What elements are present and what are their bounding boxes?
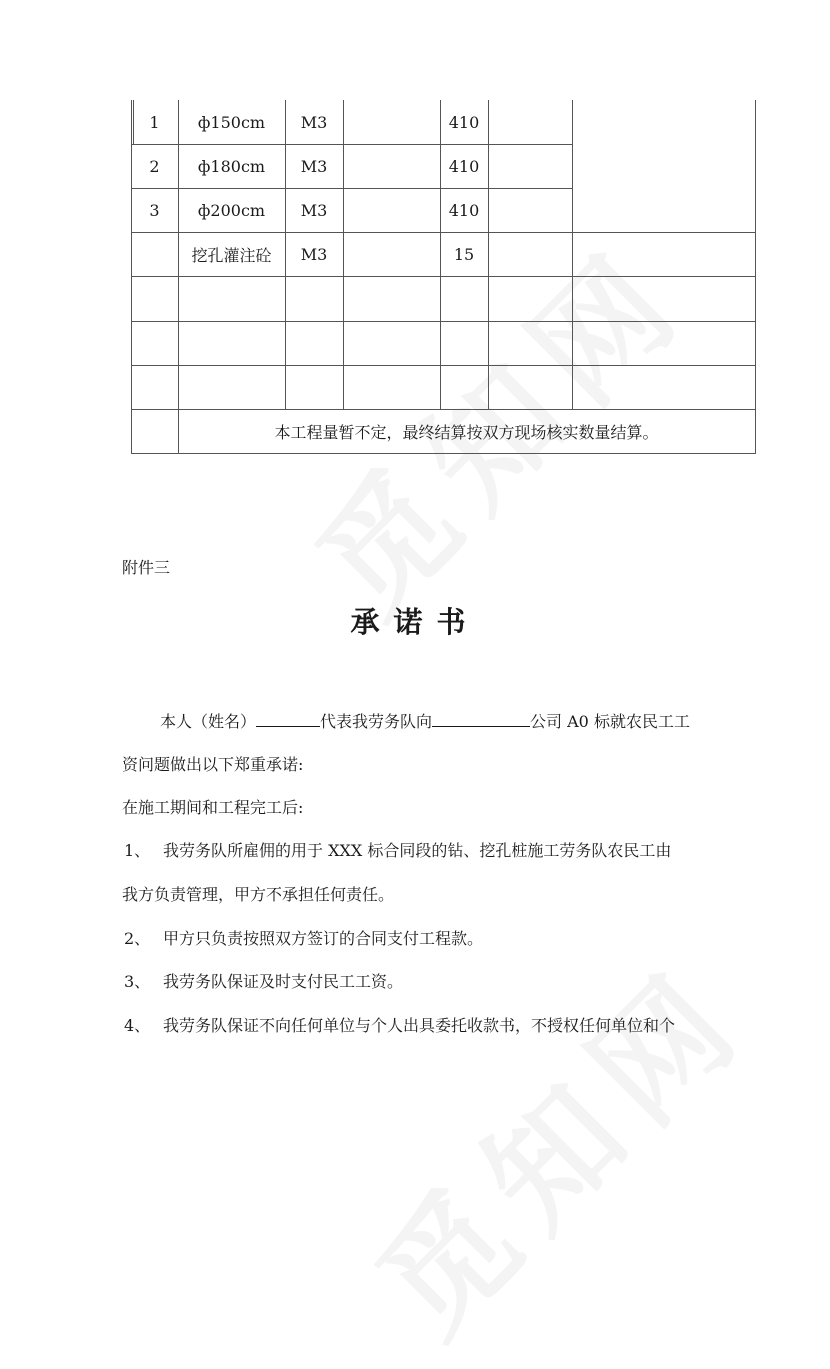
- attachment-label: 附件三: [122, 558, 171, 577]
- table-cell-unit: M3: [300, 244, 328, 264]
- table-cell-no: 3: [149, 200, 160, 220]
- intro-line: [160, 709, 690, 732]
- table-rule: [488, 100, 489, 409]
- table-cell-unit: M3: [300, 156, 328, 176]
- table-cell-item: ф150cm: [197, 112, 266, 132]
- table-rule: [131, 365, 756, 366]
- intro-part1: 本人（姓名）: [160, 712, 257, 731]
- table-cell-item: 挖孔灌注砼: [191, 245, 272, 265]
- intro-part2: 代表我劳务队向: [320, 712, 433, 731]
- company-blank: [432, 712, 530, 727]
- table-rule: [343, 100, 344, 409]
- item-number: 2、: [124, 929, 151, 948]
- table-cell-item: ф180cm: [197, 156, 266, 176]
- item-text: 甲方只负责按照双方签订的合同支付工程款。: [163, 929, 484, 948]
- table-cell-price: 410: [448, 156, 480, 176]
- item-text: 我劳务队所雇佣的用于 XXX 标合同段的钻、挖孔桩施工劳务队农民工由: [163, 841, 672, 860]
- table-cell-item: ф200cm: [197, 200, 266, 220]
- item-number: 3、: [124, 972, 151, 991]
- table-cell-unit: M3: [300, 112, 328, 132]
- table-note: 本工程量暂不定，最终结算按双方现场核实数量结算。: [274, 422, 659, 442]
- period-line: 在施工期间和工程完工后:: [122, 798, 304, 817]
- item-text: 我劳务队保证不向任何单位与个人出具委托收款书，不授权任何单位和个: [163, 1016, 676, 1035]
- table-rule: [131, 321, 756, 322]
- item-number: 1、: [124, 841, 151, 860]
- table-rule: [755, 100, 756, 454]
- table-rule: [572, 100, 573, 409]
- table-cell-price: 410: [448, 112, 480, 132]
- name-blank: [256, 712, 320, 727]
- table-cell-price: 15: [453, 244, 475, 264]
- intro-part3: 公司 A0 标就农民工工: [530, 712, 690, 731]
- page-title: 承诺书: [350, 605, 480, 639]
- table-cell-unit: M3: [300, 200, 328, 220]
- intro-line-2: 资问题做出以下郑重承诺:: [122, 755, 304, 774]
- table-cell-price: 410: [448, 200, 480, 220]
- table-rule: [131, 276, 756, 277]
- table-cell-no: 1: [149, 112, 160, 132]
- table-rule: [131, 453, 756, 454]
- table-cell-no: 2: [149, 156, 160, 176]
- quantity-table: [131, 100, 756, 454]
- item-text: 我劳务队保证及时支付民工工资。: [163, 972, 404, 991]
- item-number: 4、: [124, 1016, 151, 1035]
- item-text: 我方负责管理，甲方不承担任何责任。: [122, 885, 395, 904]
